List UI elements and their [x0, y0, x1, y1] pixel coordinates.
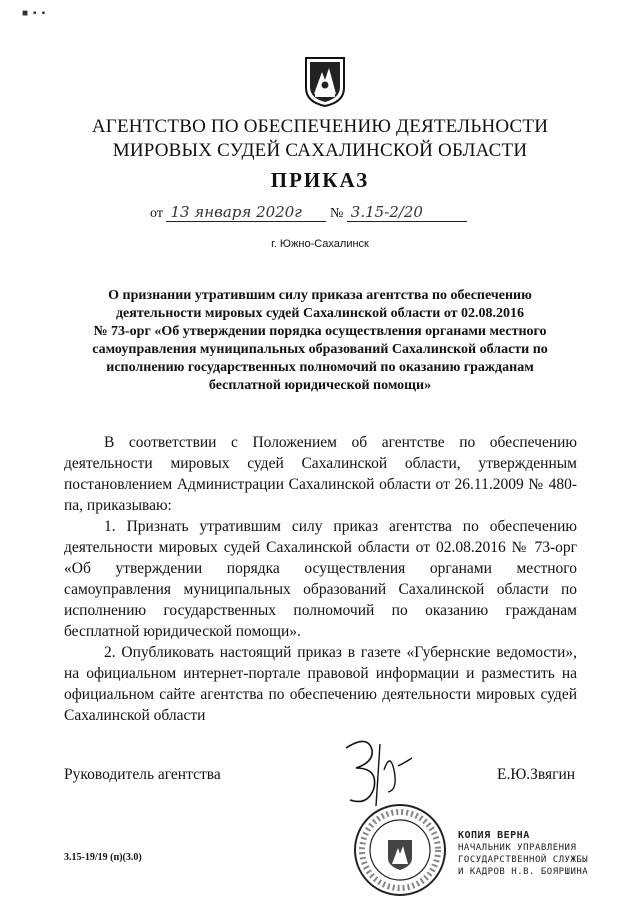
body-item-1: 1. Признать утратившим силу приказ агентства по обеспечению деятельности мировых судей Сахалинской области от 02.08.2016 № 73-орг «Об утверждении порядка осуществления органами местного самоуправления муниципальных образований Сахалинской области по исполнению государственных полномочий по оказанию гражданам бесплатной юридической помощи».	[64, 518, 577, 640]
subject-line: исполнению государственных полномочий по оказанию гражданам	[106, 360, 534, 375]
agency-name	[0, 115, 640, 163]
copy-stamp-line: НАЧАЛЬНИК УПРАВЛЕНИЯ	[458, 843, 577, 853]
copy-stamp-line: ГОСУДАРСТВЕННОЙ СЛУЖБЫ	[458, 855, 589, 865]
agency-name-line1: АГЕНТСТВО ПО ОБЕСПЕЧЕНИЮ ДЕЯТЕЛЬНОСТИ	[91, 116, 549, 137]
signer-title: Руководитель агентства	[64, 766, 221, 783]
subject-line: О признании утратившим силу приказа агентства по обеспечению	[108, 288, 532, 303]
subject-line: № 73-орг «Об утверждении порядка осуществления органами местного	[93, 324, 547, 339]
subject-line: бесплатной юридической помощи»	[208, 378, 432, 393]
city: г. Южно-Сахалинск	[271, 238, 369, 250]
agency-name-line2: МИРОВЫХ СУДЕЙ САХАЛИНСКОЙ ОБЛАСТИ	[112, 140, 528, 161]
handwritten-signature	[328, 730, 438, 810]
coat-of-arms-emblem	[302, 54, 348, 108]
handwritten-date: 13 января 2020г	[166, 203, 326, 222]
document-reference: 3.15-19/19 (п)(3.0)	[64, 852, 142, 863]
handwritten-number: 3.15-2/20	[347, 203, 467, 222]
official-seal	[352, 802, 448, 898]
body-item-2: 2. Опубликовать настоящий приказ в газете «Губернские ведомости», на официальном интернет-портале правовой информации и разместить на официальном сайте агентства по обеспечению деятельности мировых судей Сахалинской области	[64, 644, 577, 724]
document-type: ПРИКАЗ	[270, 168, 370, 192]
date-prefix: от	[150, 206, 163, 221]
date-number-line	[150, 203, 467, 222]
number-prefix: №	[329, 206, 344, 221]
copy-stamp-line: КОПИЯ ВЕРНА	[458, 830, 530, 841]
scan-marks: ■ ▪ ▪	[22, 8, 46, 19]
copy-certified-stamp	[458, 830, 618, 878]
order-body	[64, 432, 577, 726]
signer-name: Е.Ю.Звягин	[497, 766, 576, 783]
copy-stamp-line: И КАДРОВ Н.В. БОЯРШИНА	[458, 867, 589, 877]
body-intro: В соответствии с Положением об агентстве по обеспечению деятельности мировых судей Сахалинской области, утвержденным постановлением Администрации Сахалинской области от 26.11.2009 № 480-па, приказываю:	[64, 434, 577, 514]
subject-line: самоуправления муниципальных образований Сахалинской области по	[92, 342, 548, 357]
subject-line: деятельности мировых судей Сахалинской области от 02.08.2016	[115, 306, 525, 321]
order-subject	[70, 287, 570, 395]
